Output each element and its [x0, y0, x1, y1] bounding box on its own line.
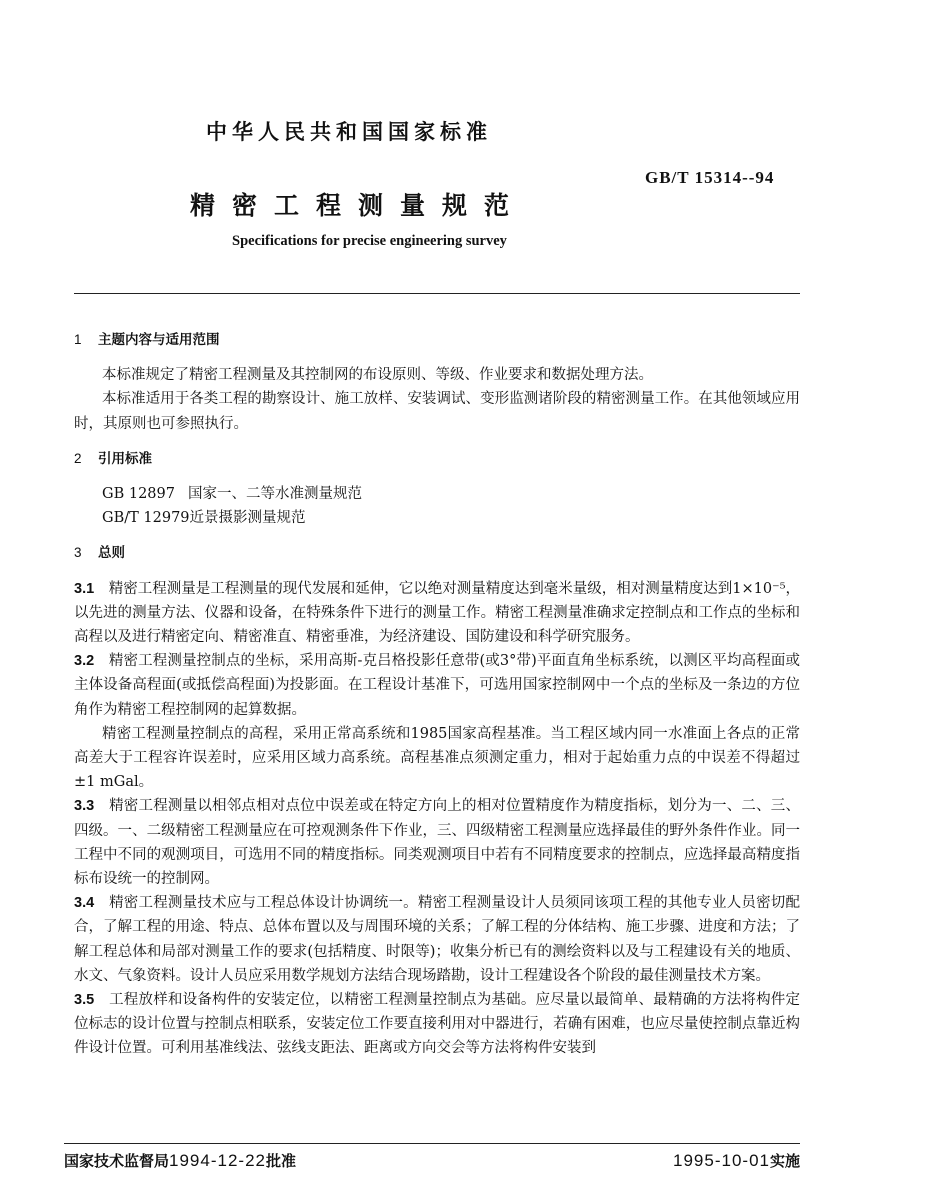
reference-code: GB 12897 — [102, 486, 175, 503]
paragraph: 本标准适用于各类工程的勘察设计、施工放样、安装调试、变形监测诸阶段的精密测量工作。在其他领域应用时，其原则也可参照执行。 — [74, 391, 800, 432]
clause-3-1 — [74, 577, 800, 650]
clause-3-3 — [74, 794, 800, 891]
main-title: 精密工程测量规范 — [190, 191, 527, 220]
footer-approval — [64, 1150, 296, 1171]
clause-3-5 — [74, 988, 800, 1061]
clause-text: 精密工程测量是工程测量的现代发展和延伸，它以绝对测量精度达到毫米量级，相对测量精度达到1×10⁻⁵，以先进的测量方法、仪器和设备，在特殊条件下进行的测量工作。精密工程测量准确求定控制点和工作点的坐标和高程以及进行精密定向、精密准直、精密垂准，为经济建设、国防建设和科学研究服务。 — [74, 580, 801, 646]
clause-3-2 — [74, 649, 800, 722]
reference-title: 国家一、二等水准测量规范 — [188, 486, 362, 503]
section-heading — [74, 447, 800, 471]
paragraph: 本标准规定了精密工程测量及其控制网的布设原则、等级、作业要求和数据处理方法。 — [102, 367, 653, 384]
reference-title: 近景摄影测量规范 — [189, 510, 306, 527]
effective-date: 1995-10-01 — [673, 1151, 770, 1170]
section-title: 主题内容与适用范围 — [98, 332, 220, 348]
reference-code: GB/T 12979 — [102, 510, 190, 527]
standard-code-text: GB/T 15314--94 — [645, 168, 775, 187]
clause-text: 精密工程测量技术应与工程总体设计协调统一。精密工程测量设计人员须同该项工程的其他专业人员密切配合，了解工程的用途、特点、总体布置以及与周围环境的关系；了解工程的分体结构、施工步骤、进度和方法；了解工程总体和局部对测量工作的要求(包括精度、时限等)；收集分析已有的测绘资料以及与工程建设有关的地质、水文、气象资料。设计人员应采用数学规划方法结合现场踏勘，设计工程建设各个阶段的最佳测量技术方案。 — [74, 895, 801, 984]
section-heading — [74, 541, 800, 565]
paragraph: 精密工程测量控制点的高程，采用正常高系统和1985国家高程基准。当工程区域内同一水准面上各点的正常高差大于工程容许误差时，应采用区域力高系统。高程基准点须测定重力，相对于起始重力点的中误差不得超过±1 mGal。 — [74, 725, 800, 791]
effective-label: 实施 — [769, 1152, 800, 1170]
approve-date: 1994-12-22 — [169, 1151, 266, 1170]
reference-item — [74, 506, 800, 530]
english-title: Specifications for precise engineering survey — [232, 233, 507, 249]
clause-number: 3.1 — [74, 580, 95, 597]
section-title: 总则 — [98, 545, 125, 562]
clause-text: 工程放样和设备构件的安装定位，以精密工程测量控制点为基础。应尽量以最简单、最精确的方法将构件定位标志的设计位置与控制点相联系，安装定位工作要直接利用对中器进行，若确有困难，也应尽量使控制点靠近构件设计位置。可利用基准线法、弦线支距法、距离或方向交会等方法将构件安装到 — [74, 992, 801, 1057]
approve-label: 批准 — [265, 1152, 296, 1170]
standard-title: 中华人民共和国国家标准 — [206, 120, 492, 144]
document-body — [74, 328, 800, 1061]
header-rule — [74, 293, 800, 294]
clause-3-4 — [74, 891, 800, 988]
section-heading — [74, 328, 800, 352]
section-number: 2 — [74, 450, 82, 466]
footer-effective — [673, 1150, 800, 1171]
footer-rule — [64, 1143, 800, 1144]
issuer: 国家技术监督局 — [64, 1152, 170, 1170]
reference-item — [74, 482, 800, 506]
clause-text: 精密工程测量控制点的坐标，采用高斯-克吕格投影任意带(或3°带)平面直角坐标系统，以测区平均高程面或主体设备高程面(或抵偿高程面)为投影面。在工程设计基准下，可选用国家控制网中一个点的坐标及一条边的方位角作为精密工程控制网的起算数据。 — [74, 653, 801, 718]
clause-number: 3.2 — [74, 653, 95, 670]
clause-number: 3.4 — [74, 895, 95, 912]
standard-code — [645, 168, 774, 188]
section-number: 1 — [74, 332, 82, 347]
clause-text: 精密工程测量以相邻点相对点位中误差或在特定方向上的相对位置精度作为精度指标，划分为一、二、三、四级。一、二级精密工程测量应在可控观测条件下作业，三、四级精密工程测量应选择最佳的野外条件作业。同一工程中不同的观测项目，可选用不同的精度指标。同类观测项目中若有不同精度要求的控制点，应选择最高精度指标布设统一的控制网。 — [74, 798, 801, 888]
clause-number: 3.3 — [74, 798, 95, 815]
clause-number: 3.5 — [74, 992, 95, 1009]
section-number: 3 — [74, 545, 82, 561]
section-title: 引用标准 — [98, 450, 152, 467]
